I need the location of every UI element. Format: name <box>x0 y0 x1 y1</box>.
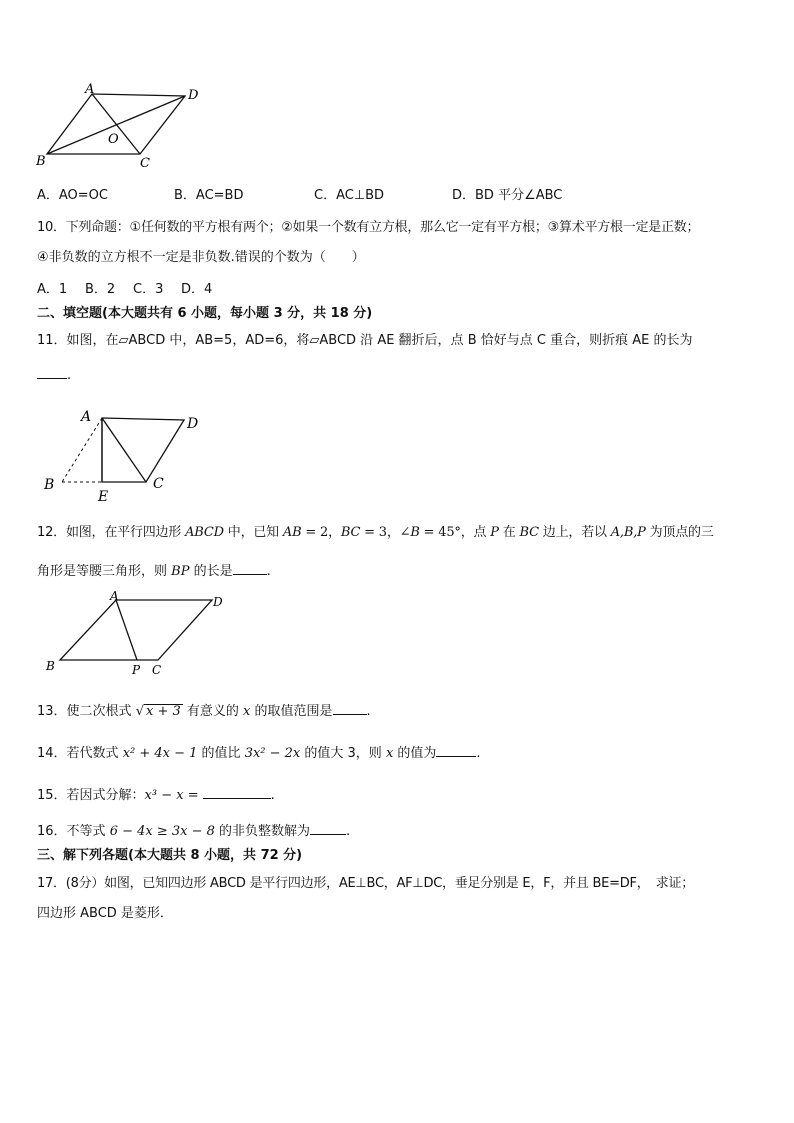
q10-line1: 10．下列命题：①任何数的平方根有两个；②如果一个数有立方根，那么它一定有平方根；③算术平方根一定是正数； <box>37 220 700 235</box>
q12-parallelogram-outline <box>60 600 212 660</box>
q12-text-7: 的长是 <box>189 564 233 579</box>
q14-expr1: x² + 4x − 1 <box>122 746 198 761</box>
q9-option-c[interactable]: C．AC⊥BD <box>314 188 385 203</box>
q12-label-p: P <box>132 663 141 677</box>
q12-eq2: = 2， <box>301 525 341 540</box>
q10-option-d[interactable]: D．4 <box>181 282 213 297</box>
q14-text-1: 14．若代数式 <box>37 746 123 761</box>
q12-b: B <box>410 525 420 540</box>
q13-text-3: 的取值范围是 <box>250 704 333 719</box>
q14-text-2: 的值比 <box>197 746 245 761</box>
q11-label-b: B <box>44 477 55 493</box>
q11-answer-line <box>37 366 71 385</box>
q11-dashed-ab <box>62 418 102 482</box>
q12-bc: BC <box>340 525 361 540</box>
q11-label-e: E <box>98 489 109 504</box>
q15-end: . <box>270 788 275 803</box>
q12-abp: A,B,P <box>610 525 646 540</box>
q9-label-b: B <box>36 154 46 169</box>
q10-options <box>37 281 337 299</box>
q16-text-2: 的非负整数解为 <box>214 824 311 839</box>
q14-answer-blank[interactable] <box>436 744 476 757</box>
q12-p: P <box>490 525 499 540</box>
q10-option-c[interactable]: C．3 <box>133 282 164 297</box>
q9-label-c: C <box>140 156 150 171</box>
q12-abcd: ABCD <box>185 525 224 540</box>
sqrt-sign: √ <box>135 704 144 719</box>
q13-text-1: 13．使二次根式 <box>37 704 136 719</box>
q16-text-1: 16．不等式 <box>37 824 110 839</box>
q14-line <box>37 744 481 763</box>
q12-answer-blank[interactable] <box>233 562 267 575</box>
q12-label-d: D <box>213 595 223 609</box>
q9-option-a[interactable]: A．AO=OC <box>37 188 108 203</box>
q11-end: . <box>67 368 72 383</box>
q11-label-c: C <box>153 476 164 492</box>
section3-title: 三、解下列各题(本大题共 8 小题，共 72 分) <box>37 848 303 863</box>
q11-diagonal-ac <box>102 418 146 482</box>
q12-segment-ap <box>116 600 137 660</box>
q15-answer-blank[interactable] <box>203 786 271 799</box>
q14-end: . <box>476 746 481 761</box>
figure-q12-parallelogram <box>40 590 240 680</box>
q15-line <box>37 786 275 805</box>
q12-text-2: 中，已知 <box>223 525 283 540</box>
q17-line1: 17．(8分）如图，已知四边形 ABCD 是平行四边形，AE⊥BC，AF⊥DC，垂足分别是 E，F，并且 BE=DF， 求证； <box>37 876 695 891</box>
q13-answer-blank[interactable] <box>333 702 367 715</box>
q12-label-c: C <box>152 663 162 677</box>
q12-label-a: A <box>110 590 119 603</box>
q12-eq45: = 45°，点 <box>419 525 491 540</box>
q17-line2: 四边形 ABCD 是菱形． <box>37 906 173 921</box>
q10-line2: ④非负数的立方根不一定是非负数.错误的个数为（ ） <box>37 250 365 265</box>
q14-expr2: 3x² − 2x <box>244 746 301 761</box>
q11-text: 11．如图，在▱ABCD 中，AB=5，AD=6，将▱ABCD 沿 AE 翻折后，点 B 恰好与点 C 重合，则折痕 AE 的长为 <box>37 333 693 348</box>
q12-bc2: BC <box>519 525 539 540</box>
q15-text-1: 15．若因式分解： <box>37 788 145 803</box>
figure-q9-parallelogram <box>30 80 220 175</box>
q12-text-6: 角形是等腰三角形，则 <box>37 564 172 579</box>
q12-text-5: 为顶点的三 <box>645 525 714 540</box>
q9-option-b[interactable]: B．AC=BD <box>174 188 244 203</box>
q12-text-1: 12．如图，在平行四边形 <box>37 525 186 540</box>
q13-end: . <box>366 704 371 719</box>
q13-x: x <box>243 704 251 719</box>
q12-bp: BP <box>171 564 190 579</box>
q12-label-b: B <box>46 659 55 673</box>
figure-q11-fold <box>40 404 220 504</box>
q9-label-o: O <box>108 132 119 147</box>
q12-text-4: 边上，若以 <box>538 525 611 540</box>
q16-answer-blank[interactable] <box>310 822 346 835</box>
q9-options <box>37 187 757 205</box>
q15-expr: x³ − x = <box>144 788 199 803</box>
q16-expr: 6 − 4x ≥ 3x − 8 <box>109 824 215 839</box>
q9-label-a: A <box>85 82 95 97</box>
q10-option-b[interactable]: B．2 <box>85 282 116 297</box>
q14-text-4: 的值为 <box>393 746 437 761</box>
q12-ab: AB <box>282 525 302 540</box>
q13-radicand: x + 3 <box>145 704 181 719</box>
q16-end: . <box>346 824 351 839</box>
q13-text-2: 有意义的 <box>182 704 244 719</box>
q9-option-d[interactable]: D．BD 平分∠ABC <box>452 188 563 203</box>
q11-answer-blank[interactable] <box>37 366 67 379</box>
q12-line1 <box>37 524 714 542</box>
q9-label-d: D <box>188 88 199 103</box>
q11-parallelogram-part <box>102 418 184 482</box>
q11-label-a: A <box>81 409 92 425</box>
q13-line <box>37 702 371 721</box>
q11-label-d: D <box>187 416 199 432</box>
q12-line2 <box>37 562 271 581</box>
q14-text-3: 的值大 3，则 <box>300 746 386 761</box>
q16-line <box>37 822 350 841</box>
q12-eq3: = 3，∠ <box>360 525 411 540</box>
q12-end: . <box>266 564 271 579</box>
q14-x: x <box>385 746 394 761</box>
section2-title: 二、填空题(本大题共有 6 小题，每小题 3 分，共 18 分) <box>37 306 373 321</box>
q12-text-3: 在 <box>498 525 520 540</box>
q10-option-a[interactable]: A．1 <box>37 282 68 297</box>
